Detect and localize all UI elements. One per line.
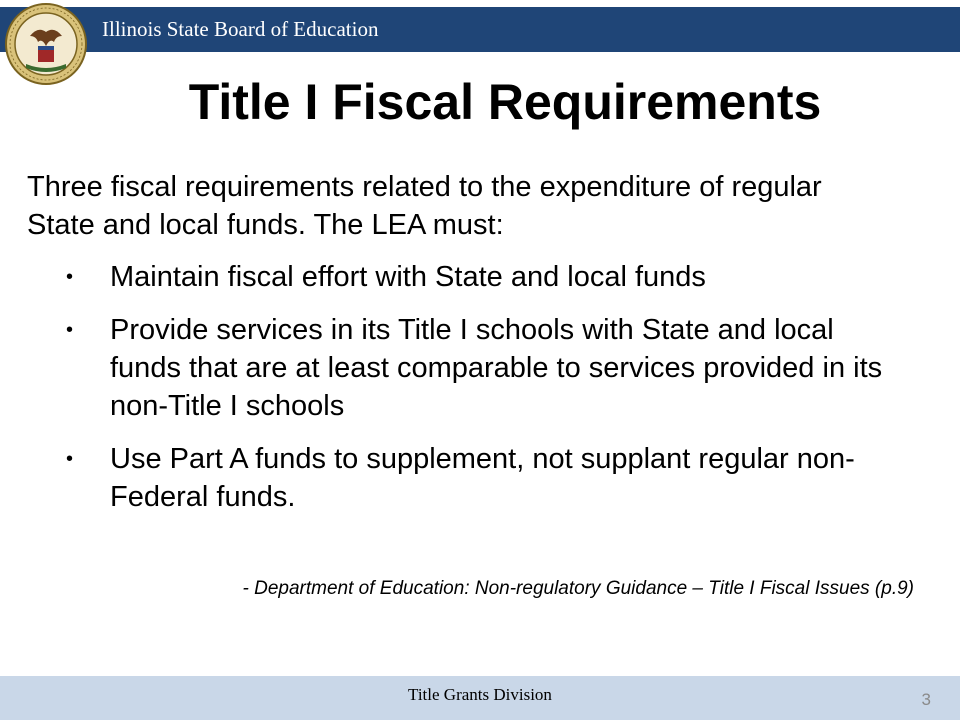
organization-name: Illinois State Board of Education <box>102 17 379 41</box>
footer-bar <box>0 676 960 720</box>
list-item-text: Use Part A funds to supplement, not supplant regular non-Federal funds. <box>110 443 855 513</box>
header-bar <box>0 7 960 52</box>
list-item-text: Provide services in its Title I schools with State and local funds that are at least comparable to services provided in its non-Title I schools <box>110 314 883 422</box>
list-item <box>66 258 886 296</box>
slide-title: Title I Fiscal Requirements <box>188 74 822 130</box>
page-number: 3 <box>921 690 931 709</box>
bullet-icon: • <box>66 319 74 341</box>
citation: - Department of Education: Non-regulatory Guidance – Title I Fiscal Issues (p.9) <box>242 578 914 599</box>
division-name: Title Grants Division <box>408 685 552 704</box>
list-item <box>66 311 886 425</box>
list-item-text: Maintain fiscal effort with State and local funds <box>110 261 706 293</box>
requirements-list <box>66 258 886 531</box>
bullet-icon: • <box>66 448 74 470</box>
bullet-icon: • <box>66 266 74 288</box>
list-item <box>66 440 886 516</box>
intro-paragraph: Three fiscal requirements related to the expenditure of regular State and local funds. The LEA must: <box>27 171 822 241</box>
